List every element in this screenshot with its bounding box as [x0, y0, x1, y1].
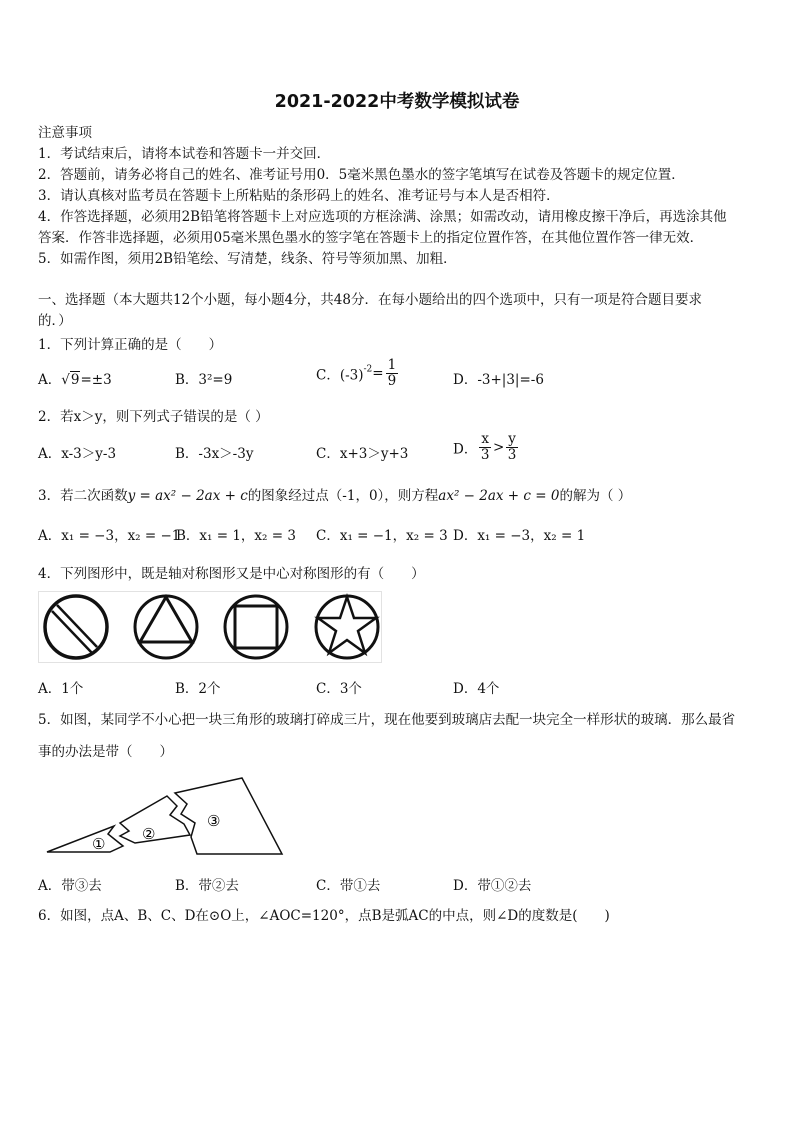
q4-option-b: B．2个	[175, 681, 221, 697]
notice-heading: 注意事项	[38, 125, 92, 141]
q1-option-a: A．√9=±3	[38, 372, 112, 388]
q4-option-c: C．3个	[316, 681, 362, 697]
question-3-stem: 3．若二次函数y = ax² − 2ax + c的图象经过点（-1，0），则方程ax² − 2ax + c = 0的解为（ ）	[38, 488, 632, 504]
circle-square-figure	[225, 596, 287, 658]
notice-item: 2．答题前，请务必将自己的姓名、准考证号用0．5毫米黑色墨水的签字笔填写在试卷及答题卡的规定位置．	[38, 167, 685, 183]
q5-option-c: C．带①去	[316, 878, 381, 894]
q1-option-c: C．$(-3)^{-2}=$ $\frac{1}{9}$	[316, 357, 397, 389]
question-5-stem-cont: 事的办法是带（ ）	[38, 744, 173, 760]
question-2-stem: 2．若x＞y，则下列式子错误的是（ ）	[38, 409, 269, 425]
question-6-stem: 6．如图，点A、B、C、D在⊙O上，∠AOC=120°，点B是弧AC的中点，则∠D的度数是( )	[38, 908, 610, 924]
glass-piece-3	[175, 778, 282, 854]
notice-item: 答案．作答非选择题，必须用05毫米黑色墨水的签字笔在答题卡上的指定位置作答，在其他位置作答一律无效．	[38, 230, 704, 246]
glass-piece-1	[47, 826, 123, 852]
piece-label-1: ①	[92, 835, 106, 853]
q4-figures	[38, 591, 383, 663]
q3-option-b: B．x₁ = 1，x₂ = 3	[176, 528, 296, 544]
q3-option-c: C．x₁ = −1，x₂ = 3	[316, 528, 448, 544]
piece-label-2: ②	[142, 825, 156, 843]
notice-item: 3．请认真核对监考员在答题卡上所粘贴的条形码上的姓名、准考证号与本人是否相符．	[38, 188, 560, 204]
q4-option-a: A．1个	[38, 681, 84, 697]
section-heading-cont: 的．）	[38, 313, 72, 329]
q2-option-c: C．x+3＞y+3	[316, 446, 409, 462]
circle-slash-figure	[45, 596, 107, 658]
q2-option-a: A．x-3＞y-3	[38, 446, 117, 462]
q2-option-b: B．-3x＞-3y	[175, 446, 254, 462]
q2-option-d: D． $\frac{x}{3}$ > $\frac{y}{3}$	[453, 431, 517, 463]
notice-item: 5．如需作图，须用2B铅笔绘、写清楚，线条、符号等须加黑、加粗．	[38, 251, 457, 267]
notice-item: 4．作答选择题，必须用2B铅笔将答题卡上对应选项的方框涂满、涂黑；如需改动，请用橡皮擦干净后，再选涂其他	[38, 209, 727, 225]
circle-star-figure	[316, 596, 378, 658]
q5-option-d: D．带①②去	[453, 878, 532, 894]
question-5-stem: 5．如图，某同学不小心把一块三角形的玻璃打碎成三片，现在他要到玻璃店去配一块完全一样形状的玻璃．那么最省	[38, 712, 736, 728]
circle-triangle-figure	[135, 596, 197, 658]
q3-option-a: A．x₁ = −3，x₂ = −1	[38, 528, 181, 544]
piece-label-3: ③	[207, 812, 221, 830]
q1-option-b: B．3²=9	[175, 372, 233, 388]
section-heading: 一、选择题（本大题共12个小题，每小题4分，共48分．在每小题给出的四个选项中，只有一项是符合题目要求	[38, 292, 702, 308]
q5-broken-triangle-figure	[44, 776, 284, 858]
q4-option-d: D．4个	[453, 681, 500, 697]
notice-item: 1．考试结束后，请将本试卷和答题卡一并交回．	[38, 146, 331, 162]
q3-option-d: D．x₁ = −3，x₂ = 1	[453, 528, 586, 544]
q1-option-d: D．-3+|3|=-6	[453, 372, 544, 388]
question-4-stem: 4．下列图形中，既是轴对称图形又是中心对称图形的有（ ）	[38, 566, 425, 582]
question-1-stem: 1．下列计算正确的是（ ）	[38, 337, 223, 353]
document-title: 2021-2022中考数学模拟试卷	[274, 92, 520, 112]
q5-option-a: A．带③去	[38, 878, 102, 894]
q5-option-b: B．带②去	[175, 878, 239, 894]
